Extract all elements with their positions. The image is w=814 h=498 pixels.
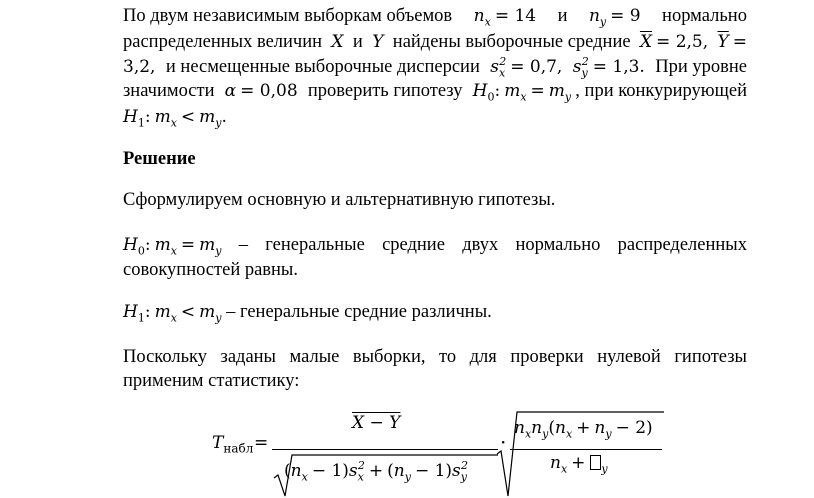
text: и несмещенные выборочные дисперсии — [165, 57, 480, 77]
problem-line-4 — [123, 81, 747, 104]
word: малые — [289, 347, 340, 367]
text: нормально — [662, 6, 747, 26]
math-h1: $H_1$: $m_x < m_y$. — [123, 107, 227, 130]
math-Y: Y — [372, 32, 384, 52]
word: гипотезы — [674, 347, 747, 367]
text: найдены выборочные средние — [392, 32, 631, 52]
fraction-numerator: X − Y — [352, 413, 401, 433]
word: заданы — [220, 347, 276, 367]
math-alpha: α = 0,08 — [224, 81, 298, 101]
word: нормально — [515, 235, 601, 255]
second-fraction-numerator: $n_xn_y(n_x + n_y - 2)$ — [514, 418, 653, 441]
word: нулевой — [597, 347, 661, 367]
h0-statement-line-1 — [123, 235, 747, 258]
paragraph-hypotheses: Сформулируем основную и альтернативную гипотезы. — [123, 190, 556, 210]
text: проверить гипотезу — [307, 81, 463, 101]
problem-line-2 — [123, 33, 747, 52]
word: Поскольку — [123, 347, 207, 367]
problem-line-5 — [123, 107, 747, 130]
missing-glyph-box — [590, 455, 601, 470]
math-X: X — [331, 32, 344, 52]
math-sy2: $s_y^2 = 1,3$. — [572, 55, 645, 80]
h0-statement-line-2: совокупностей равны. — [123, 260, 298, 280]
text: и — [352, 32, 363, 52]
text: По двум независимым выборкам объемов — [123, 6, 453, 26]
word: средние — [382, 235, 445, 255]
math-ybar-value: 3,2, — [123, 57, 156, 77]
t-statistic-formula — [212, 406, 672, 498]
problem-line-1 — [123, 6, 747, 29]
text: распределенных величин — [123, 32, 323, 52]
math-xbar-value: $\overline{X} = 2,5$, — [639, 32, 709, 52]
math-h1-def: $H_1$: $m_x < m_y$ — [123, 302, 222, 325]
word: то — [439, 347, 457, 367]
paragraph-statistic-line-1 — [123, 348, 747, 367]
equals-sign: = — [254, 433, 269, 453]
second-fraction-denominator: $n_x + _y$ — [550, 453, 608, 476]
math-h0-def: $H_0$: $m_x = m_y$ — [123, 235, 222, 258]
text: и — [557, 6, 568, 26]
fraction-bar — [272, 449, 498, 450]
math-sx2: $s_x^2 = 0,7$, — [490, 55, 563, 80]
t-obs: $T_{набл}$ — [212, 433, 254, 456]
paragraph-statistic-line-2: применим статистику: — [123, 371, 300, 391]
solution-heading: Решение — [123, 149, 196, 169]
text: значимости — [123, 81, 215, 101]
word: выборки, — [352, 347, 426, 367]
word: распределенных — [617, 235, 747, 255]
second-fraction-bar — [510, 449, 662, 450]
word: – — [238, 235, 249, 255]
word: проверки — [510, 347, 584, 367]
fraction-denominator: $(n_x - 1)s_x^2 + (n_y - 1)s_y^2$ — [284, 459, 468, 484]
multiplication-dot: · — [500, 430, 507, 454]
word: для — [469, 347, 497, 367]
problem-line-3 — [123, 55, 747, 80]
h1-statement — [123, 302, 747, 325]
math-nx: $n_x = 14$ — [473, 6, 537, 29]
text: , при конкурирующей — [575, 81, 747, 101]
word: двух — [462, 235, 499, 255]
math-ny: $n_y = 9$ — [588, 6, 641, 29]
text: При уровне — [655, 57, 747, 77]
math-h0: $H_0$: $m_x = m_y$ — [472, 81, 572, 104]
word: генеральные — [265, 235, 365, 255]
math-ybar: $\overline{Y}$ = — [717, 32, 747, 52]
text: – генеральные средние различны. — [226, 302, 492, 322]
